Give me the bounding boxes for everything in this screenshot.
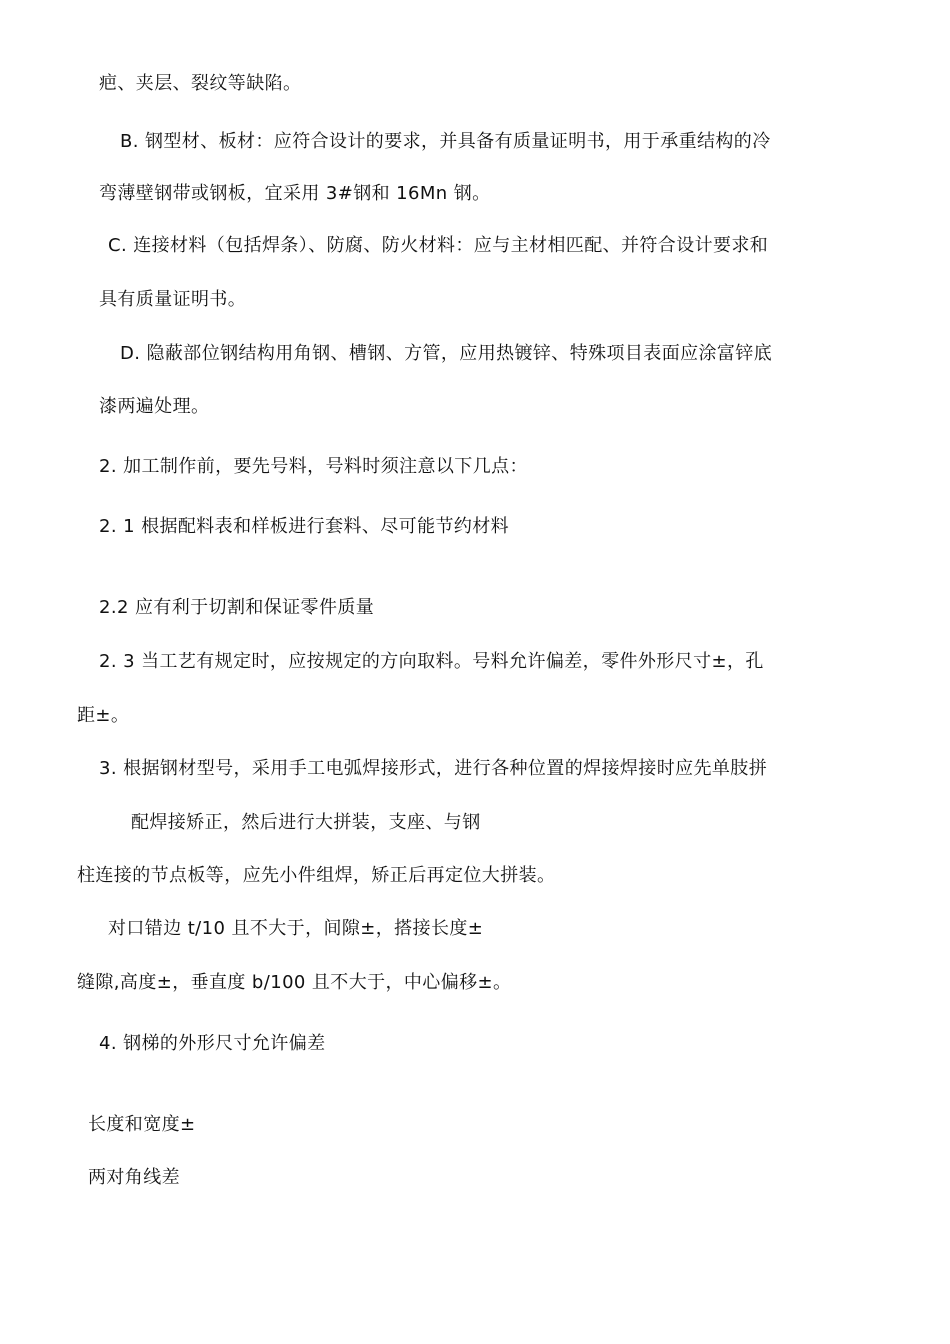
text-line: 2.2 应有利于切割和保证零件质量 — [99, 597, 375, 618]
text-line: 4. 钢梯的外形尺寸允许偏差 — [99, 1033, 326, 1054]
text-line: 漆两遍处理。 — [99, 396, 210, 417]
text-line: 疤、夹层、裂纹等缺陷。 — [99, 73, 302, 94]
text-line: B. 钢型材、板材：应符合设计的要求，并具备有质量证明书，用于承重结构的冷 — [120, 131, 771, 152]
text-line: 两对角线差 — [88, 1167, 180, 1188]
text-line: 具有质量证明书。 — [99, 289, 247, 310]
text-line: D. 隐蔽部位钢结构用角钢、槽钢、方管，应用热镀锌、特殊项目表面应涂富锌底 — [120, 343, 773, 364]
text-line: 对口错边 t/10 且不大于，间隙±，搭接长度± — [108, 918, 484, 939]
text-line: 距±。 — [77, 705, 130, 726]
text-line: 3. 根据钢材型号，采用手工电弧焊接形式，进行各种位置的焊接焊接时应先单肢拼 — [99, 758, 768, 779]
text-line: 缝隙,高度±，垂直度 b/100 且不大于，中心偏移±。 — [77, 972, 512, 993]
text-line: 2. 加工制作前，要先号料，号料时须注意以下几点： — [99, 456, 528, 477]
text-line: 柱连接的节点板等，应先小件组焊，矫正后再定位大拼装。 — [77, 865, 556, 886]
text-line: 长度和宽度± — [88, 1114, 196, 1135]
text-line: 2. 1 根据配料表和样板进行套料、尽可能节约材料 — [99, 516, 510, 537]
text-line: 2. 3 当工艺有规定时，应按规定的方向取料。号料允许偏差，零件外形尺寸±，孔 — [99, 651, 764, 672]
text-line: C. 连接材料（包括焊条）、防腐、防火材料：应与主材相匹配、并符合设计要求和 — [108, 235, 769, 256]
text-line: 配焊接矫正，然后进行大拼装，支座、与钢 — [131, 812, 481, 833]
text-line: 弯薄壁钢带或钢板，宜采用 3#钢和 16Mn 钢。 — [99, 183, 491, 204]
